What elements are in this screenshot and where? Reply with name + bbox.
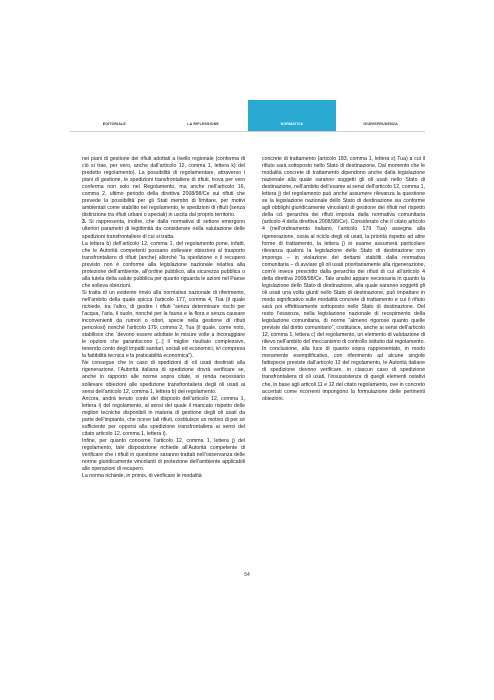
left-text-column xyxy=(82,156,245,480)
tab-editoriale[interactable]: EDITORIALE xyxy=(102,122,126,126)
paragraph: La lettera b) dell’articolo 12, comma 1, del regolamento pone, infatti, che le Autorità competenti possano sollevare obiezioni al trasporto transfrontaliero di rifiuti (anche) allorché “la spedizione o il recupero previsto non è conforme alla legislazione nazionale relativa alla protezione dell’ambiente, all’ordine pubblico, alla sicurezza pubblica o alla tutela della salute pubblica per quanto riguarda le azioni nel Paese che solleva obiezioni. xyxy=(82,240,245,289)
page-number: 54 xyxy=(244,572,250,578)
paragraph: Infine, per quanto concerne l’articolo 12, comma 1, lettera j) del regolamento, tale disposizione richiede all’Autorità competente di verificare che i rifiuti in questione saranno trattati nell’osservanza delle norme giuridicamente vincolanti di protezione dell’ambiente applicabili alle operazioni di recupero. xyxy=(82,437,245,473)
paragraph: Ne consegue che in caso di spedizioni di oli usati destinati alla rigenerazione, l’Autorità italiana di spedizione dovrà verificare se, anche in rapporto alle norme sopra citate, si renda necessario sollevare obiezioni alle spedizione transfrontaliera degli oli usati ai sensi dell’articolo 12, comma 1, lettera b) del regolamento. xyxy=(82,360,245,395)
tab-normativa[interactable]: NORMATIVA xyxy=(248,100,337,131)
paragraph: Ancora, andrà tenuto conto del disposto dell’articolo 12, comma 1, lettera i) del regolamento, ai sensi del quale il mancato rispetto delle migliori tecniche disponibili in materia di gestione degli oli usati da parte dell’impianto, che riceve tali rifiuti, costituisce un motivo di per sé sufficiente per opporsi alla spedizione transfrontaliera ai sensi del citato articolo 12, comma 1, lettera i). xyxy=(82,395,245,437)
section-number: 3. xyxy=(82,219,87,226)
paragraph: Si tratta di un evidente rinvio alla normativa nazionale di riferimento, nell’ambito della quale spicca l’articolo 177, comma 4, Tua (il quale richiede, tra l’altro, di gestire i rifiuti “senza determinare rischi per l’acqua, l’aria, il suolo, nonché per la fauna e la flora e senza causare inconvenienti da rumori o odori, specie nella gestione di rifiuti pericolosi) nonché l’articolo 179, comma 2, Tua (il quale, come noto, stabilisce che “devono essere adottate le misure volte a incoraggiare le opzioni che garantiscono [...] il miglior risultato complessivo, tenendo conto degli impatti sanitari, sociali ed economici, ivi compresa la fattibilità tecnica e la praticabilità economica”). xyxy=(82,289,245,360)
right-text-column xyxy=(262,156,425,403)
section-nav xyxy=(70,100,425,132)
paragraph: nei piani di gestione dei rifiuti adottati a livello regionale (conferma di ciò si trae, per vero, anche dall’articolo 12, comma 1, lettera k) del predetto regolamento). La possibilità di regolamentare, attraverso i piani di gestione, le spedizioni transfrontaliere di rifiuti, trova per vero conferma non solo nel Regolamento, ma anche nell’articolo 16, comma 2, ultimo periodo della direttiva 2008/98/Ce sui rifiuti che prevede la possibilità per gli Stati membri di limitare, per motivi ambientali come stabilito nel regolamento, le spedizioni di rifiuti (senza distinzione tra rifiuti urbani o speciali) in uscita dal proprio territorio. xyxy=(82,156,245,219)
tab-giurisprudenza[interactable]: GIURISPRUDENZA xyxy=(363,122,398,126)
paragraph: La norma richiede, in primis, di verificare le modalità xyxy=(82,473,202,480)
paragraph: 3. Si rappresenta, inoltre, che dalla normativa di settore emergono ulteriori parametri di legittimità da considerare nella valutazione delle spedizioni transfrontaliere di cui si tratta. xyxy=(82,219,245,240)
paragraph: concrete di trattamento (articolo 183, comma 1, lettera s) Tua) a cui il rifiuto sarà sottoposto nello Stato di destinazione. Dal momento che le modalità concrete di trattamento dipendono anche dalla legislazione nazionale alla quale saranno soggetti gli oli usati nello Stato di destinazione, nell’ambito dell’esame ai sensi dell’articolo 12, comma 1, lettera j) del regolamento può anche assumere rilevanza la questione se la legislazione nazionale dello Stato di destinazione sia conforme agli obblighi giuridicamente vincolanti di gestione dei rifiuti nel rispetto della cd. gerarchia dei rifiuti imposta dalla normativa comunitaria (articolo 4 della direttiva 2008/98/Ce). Considerato che il citato articolo 4 (nell’ordinamento italiano, l’articolo 179 Tua) assegna alla rigenerazione, ossia al riciclo degli oli usati, la priorità rispetto ad altre forme di trattamento, la lettera j) in esame assumerà particolare rilevanza qualora la legislazione dello Stato di destinazione non imponga – in violazione dei dettami stabiliti dalla normativa comunitaria – di avviare gli oli usati prioritariamente alla rigenerazione, com’è invece prescritto dalla gerarchia dei rifiuti di cui all’articolo 4 della direttiva 2008/98/Ce. Tale analisi appare necessaria in quanto la legislazione dello Stato di destinazione, alla quale saranno soggetti gli oli usati una volta giunti nello Stato di destinazione, può impattare in modo significativo sulle modalità concrete di trattamento e cui il rifiuto sarà poi effettivamente sottoposto nello Stato di destinazione. Del resto l’essenza, nella legislazione nazionale di recepimento della legislazione comunitaria, di norme “almeno rigorose quanto quelle previste dal diritto comunitario”, costituisce, anche ai sensi dell’articolo 12, comma 1, lettera c) del regolamento, un elemento di valutazione di rilievo nell’ambito del meccanismo di controllo istituito dal regolamento. xyxy=(262,156,425,346)
tab-la-riflessione[interactable]: LA RIFLESSIONE xyxy=(187,122,219,126)
paragraph: In conclusione, alla luce di quanto sopra rappresentato, in modo meramente esemplificativo, con riferimento ad alcune singole fattispecie previste dall’articolo 12 del regolamento, le Autorità italiane di spedizione devono verificare, in ciascun caso di spedizione transfrontaliera di oli usati, l’insussistenza di quegli elementi ostativi che, in base agli articoli 11 e 12 del citato regolamento, ove in concreto accertati come ricorrenti impongono la formulazione delle pertinenti obiezioni. xyxy=(262,346,425,402)
